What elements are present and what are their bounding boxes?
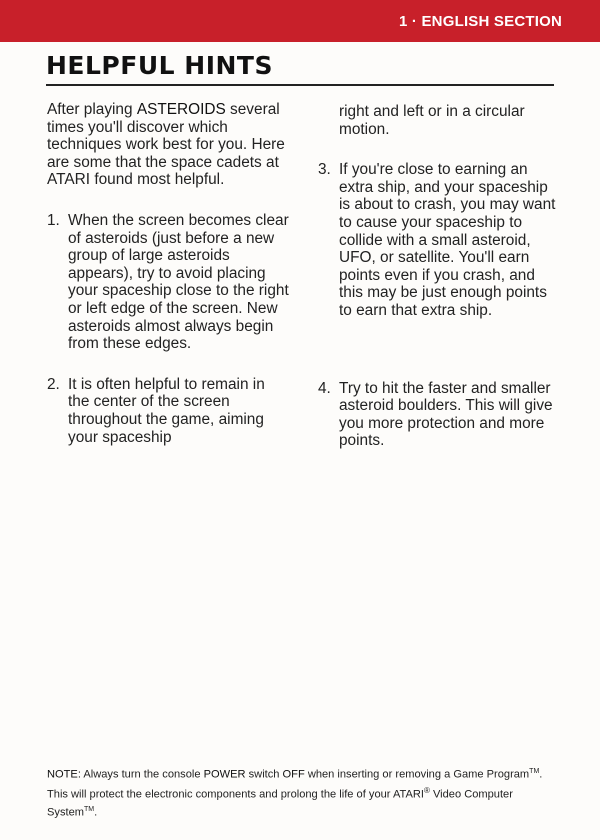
hint-number: 2.: [47, 375, 60, 393]
right-column: [318, 103, 560, 473]
left-column: [47, 101, 289, 469]
note-text: switch: [245, 768, 283, 781]
trademark-mark: TM: [529, 768, 540, 775]
intro-post: several times you'll discover which techniques work best for you. Here are some that the space cadets at ATARI found most helpful.: [47, 101, 285, 189]
hint-item: [47, 376, 289, 446]
hint-text: Try to hit the faster and smaller asteroid boulders. This will give you more protection and more points.: [339, 379, 553, 450]
trademark-mark: TM: [84, 806, 95, 814]
game-name: ASTEROIDS: [136, 101, 226, 118]
registered-mark: ®: [423, 785, 430, 795]
section-label: 1 · ENGLISH SECTION: [399, 13, 562, 30]
off-keyword: OFF: [282, 768, 305, 781]
note-text: Video Computer System: [47, 788, 513, 820]
hint-number: 1.: [47, 211, 60, 229]
hint-number: 4.: [318, 379, 331, 397]
note-text: Always turn the console: [80, 768, 204, 781]
hint-text: If you're close to earning an extra ship, and your spaceship is about to crash, you may want to cause your spaceship to collide with a small asteroid, UFO, or satellite. You'll earn points even if you crash, and this may be just enough points to earn that extra ship.: [339, 161, 556, 319]
hint-text: When the screen becomes clear of asteroids (just before a new group of large asteroids appears), try to avoid placing your spaceship close to the right or left edge of the screen. New asteroids almost always begin from these edges.: [68, 211, 289, 353]
note-label: NOTE:: [47, 768, 81, 781]
page-title: HELPFUL HINTS: [46, 51, 273, 80]
hint-number: 3.: [318, 161, 331, 179]
footnote: [47, 764, 559, 821]
column-gap: [318, 343, 560, 380]
power-keyword: POWER: [203, 768, 246, 781]
hint-text: It is often helpful to remain in the center of the screen throughout the game, aiming your spaceship: [68, 375, 265, 446]
hint-text: right and left or in a circular motion.: [339, 103, 525, 138]
intro-pre: After playing: [47, 101, 137, 118]
intro-paragraph: [47, 101, 289, 189]
note-text: . This will protect the electronic components and prolong the life of your ATARI: [47, 768, 543, 801]
title-underline: [46, 84, 554, 86]
hint-item: [47, 212, 289, 353]
hint-number: [318, 103, 339, 138]
hint-continuation: [318, 103, 560, 138]
header-bar: [0, 0, 600, 42]
hint-item: [318, 161, 560, 319]
note-text: when inserting or removing a Game Program: [304, 768, 530, 781]
hint-item: [318, 380, 560, 450]
note-text: .: [94, 807, 98, 820]
